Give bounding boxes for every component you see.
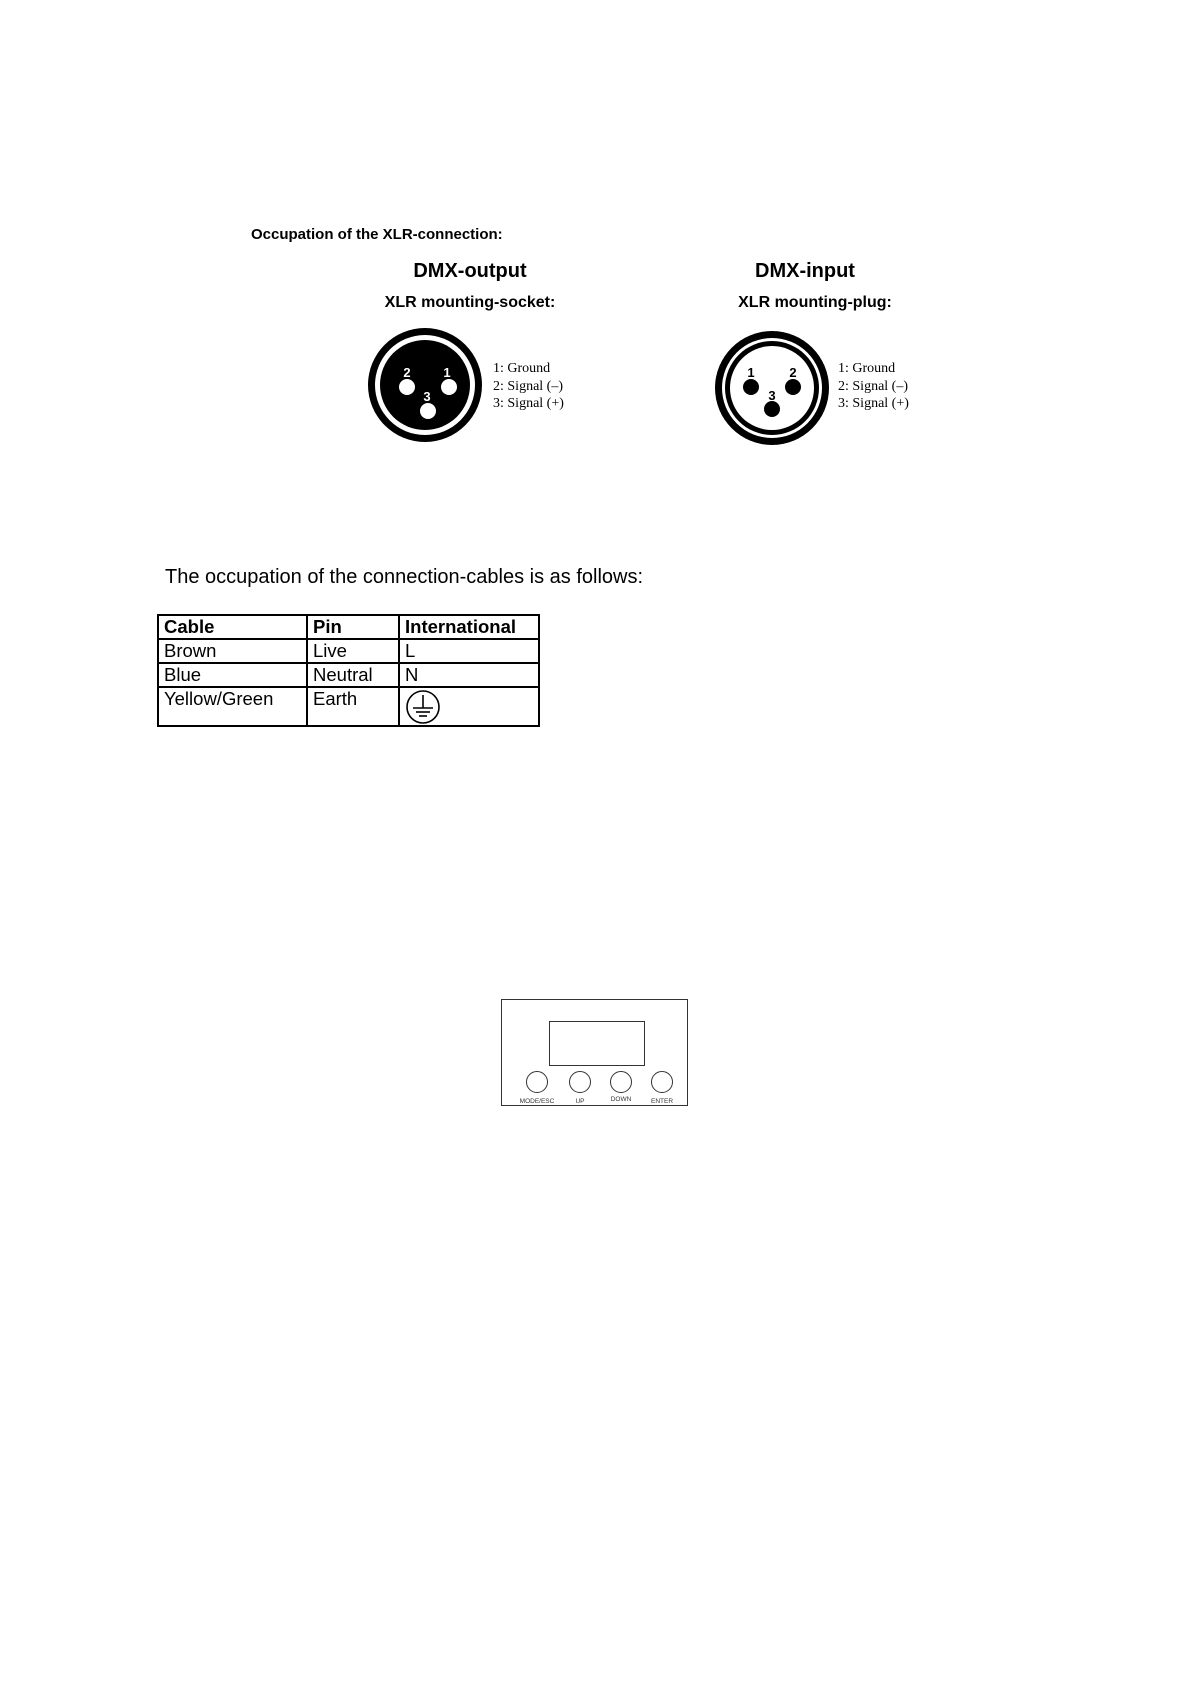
table-cell (399, 687, 539, 726)
mode-esc-button (526, 1071, 548, 1093)
socket-pin-label: 2 (403, 365, 411, 380)
table-cell: L (399, 639, 539, 663)
xlr-socket-icon (365, 325, 485, 445)
socket-pin-label: 1 (443, 365, 451, 380)
dmx-input-subtitle: XLR mounting-plug: (738, 294, 892, 311)
cable-table (157, 614, 540, 727)
column-header: Pin (307, 615, 399, 639)
pin-description: 3: Signal (+) (493, 396, 564, 411)
table-row (158, 639, 539, 663)
control-panel-diagram (501, 999, 688, 1106)
button-label: DOWN (610, 1096, 632, 1103)
plug-pin-label: 1 (747, 365, 755, 380)
table-cell: Brown (158, 639, 307, 663)
table-cell: Neutral (307, 663, 399, 687)
dmx-output-subtitle: XLR mounting-socket: (384, 294, 556, 311)
enter-button (651, 1071, 673, 1093)
panel-display (549, 1021, 645, 1066)
earth-ground-icon (405, 689, 441, 725)
table-header-row (158, 615, 539, 639)
table-cell: N (399, 663, 539, 687)
pin-description: 2: Signal (–) (493, 378, 563, 394)
dmx-input-pin-list (838, 360, 909, 413)
down-button (610, 1071, 632, 1093)
column-header: International (399, 615, 539, 639)
pin-description: 3: Signal (+) (838, 396, 909, 411)
xlr-section-heading: Occupation of the XLR-connection: (251, 226, 503, 243)
up-button (569, 1071, 591, 1093)
socket-pin-label: 3 (423, 389, 431, 404)
cables-heading: The occupation of the connection-cables is as follows: (165, 566, 644, 588)
button-label: ENTER (650, 1098, 674, 1105)
table-cell: Live (307, 639, 399, 663)
table-cell: Yellow/Green (158, 687, 307, 726)
dmx-output-pin-list (493, 360, 564, 413)
pin-description: 1: Ground (838, 361, 896, 376)
plug-pin-label: 3 (768, 388, 776, 403)
dmx-output-title: DMX-output (413, 260, 527, 282)
table-row (158, 687, 539, 726)
table-cell: Blue (158, 663, 307, 687)
button-label: MODE/ESC (519, 1098, 555, 1105)
pin-description: 1: Ground (493, 361, 551, 376)
button-label: UP (575, 1098, 585, 1105)
xlr-plug-icon (713, 329, 831, 447)
column-header: Cable (158, 615, 307, 639)
dmx-input-title: DMX-input (755, 260, 855, 282)
plug-pin-label: 2 (789, 365, 797, 380)
table-row (158, 663, 539, 687)
pin-description: 2: Signal (–) (838, 378, 908, 394)
table-cell: Earth (307, 687, 399, 726)
